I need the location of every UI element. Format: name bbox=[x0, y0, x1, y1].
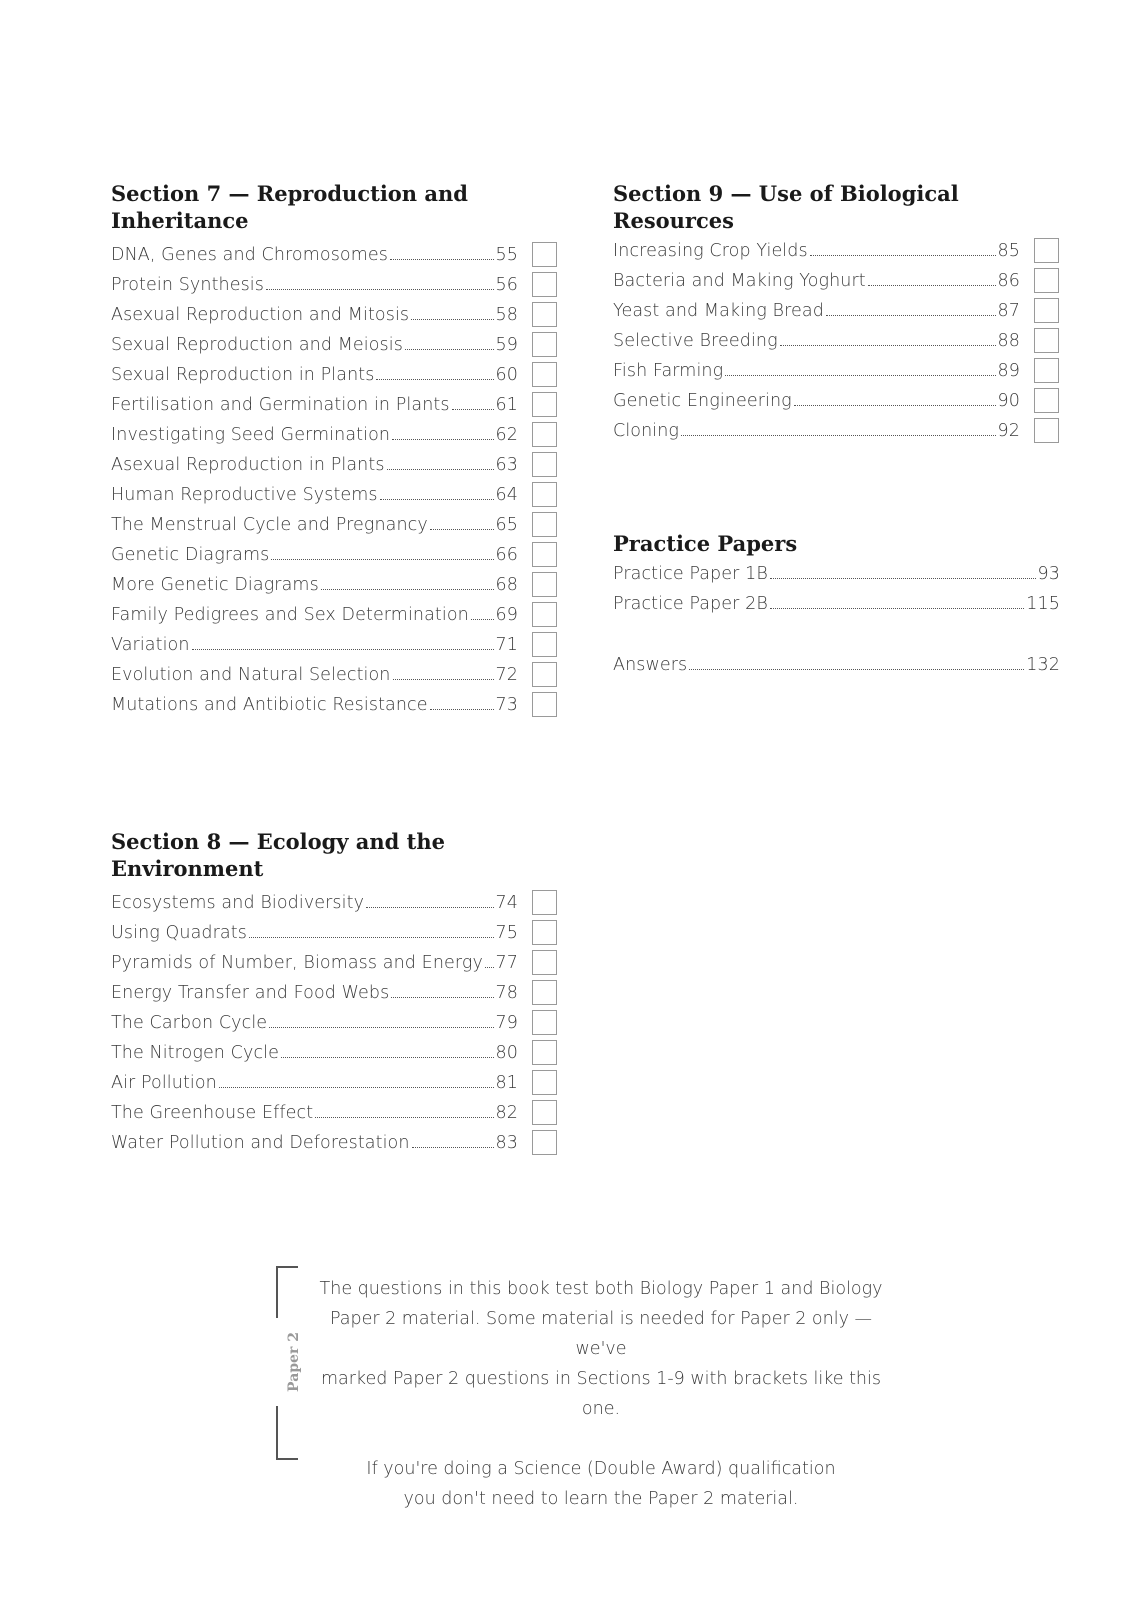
toc-page-number: 89 bbox=[997, 361, 1020, 381]
toc-line bbox=[613, 331, 1020, 351]
toc-line bbox=[111, 575, 518, 595]
dot-leader bbox=[321, 588, 494, 590]
completion-checkbox[interactable] bbox=[1034, 298, 1059, 323]
completion-checkbox[interactable] bbox=[532, 632, 557, 657]
toc-row bbox=[613, 589, 1063, 619]
toc-row bbox=[613, 386, 1073, 416]
dot-leader bbox=[430, 528, 494, 530]
toc-page-number: 77 bbox=[495, 953, 518, 973]
toc-title: Pyramids of Number, Biomass and Energy bbox=[111, 953, 483, 973]
dot-leader bbox=[405, 348, 494, 350]
toc-row bbox=[111, 1068, 561, 1098]
note-line-2: Paper 2 material. Some material is needed for Paper 2 only — we've bbox=[329, 1309, 873, 1359]
section-8-title-line2: Environment bbox=[111, 856, 264, 881]
toc-title: Evolution and Natural Selection bbox=[111, 665, 391, 685]
completion-checkbox[interactable] bbox=[1034, 358, 1059, 383]
toc-line bbox=[111, 365, 518, 385]
toc-page-number: 68 bbox=[495, 575, 518, 595]
dot-leader bbox=[770, 607, 1024, 609]
dot-leader bbox=[810, 254, 996, 256]
toc-title: The Carbon Cycle bbox=[111, 1013, 268, 1033]
toc-page-number: 59 bbox=[495, 335, 518, 355]
toc-page-number: 75 bbox=[495, 923, 518, 943]
completion-checkbox[interactable] bbox=[532, 422, 557, 447]
toc-row bbox=[613, 326, 1073, 356]
practice-papers bbox=[613, 530, 1063, 619]
toc-title: Mutations and Antibiotic Resistance bbox=[111, 695, 428, 715]
completion-checkbox[interactable] bbox=[532, 1100, 557, 1125]
toc-page-number: 65 bbox=[495, 515, 518, 535]
toc-page-number: 92 bbox=[997, 421, 1020, 441]
toc-line bbox=[111, 695, 518, 715]
toc-title: Variation bbox=[111, 635, 190, 655]
toc-title: Genetic Engineering bbox=[613, 391, 792, 411]
toc-row bbox=[111, 1038, 561, 1068]
toc-row bbox=[111, 330, 561, 360]
toc-page-number: 61 bbox=[495, 395, 518, 415]
toc-page-number: 56 bbox=[495, 275, 518, 295]
note-text bbox=[306, 1274, 896, 1514]
dot-leader bbox=[794, 404, 996, 406]
dot-leader bbox=[430, 708, 494, 710]
toc-title: Energy Transfer and Food Webs bbox=[111, 983, 390, 1003]
toc-page-number: 88 bbox=[997, 331, 1020, 351]
toc-row bbox=[613, 559, 1063, 589]
toc-row bbox=[111, 978, 561, 1008]
section-8-list bbox=[111, 888, 561, 1158]
toc-line bbox=[111, 545, 518, 565]
note-line-5: you don't need to learn the Paper 2 material. bbox=[403, 1489, 799, 1509]
completion-checkbox[interactable] bbox=[532, 362, 557, 387]
toc-line bbox=[111, 1133, 518, 1153]
toc-page-number: 55 bbox=[495, 245, 518, 265]
dot-leader bbox=[219, 1086, 494, 1088]
toc-line bbox=[111, 605, 518, 625]
toc-row bbox=[613, 266, 1073, 296]
toc-line bbox=[111, 455, 518, 475]
toc-line bbox=[613, 301, 1020, 321]
toc-page-number: 64 bbox=[495, 485, 518, 505]
toc-line bbox=[613, 564, 1060, 584]
section-8 bbox=[111, 828, 561, 1158]
toc-title: The Nitrogen Cycle bbox=[111, 1043, 279, 1063]
toc-row bbox=[111, 660, 561, 690]
toc-row bbox=[111, 690, 561, 720]
toc-row bbox=[613, 296, 1073, 326]
toc-title: DNA, Genes and Chromosomes bbox=[111, 245, 388, 265]
completion-checkbox[interactable] bbox=[532, 542, 557, 567]
completion-checkbox[interactable] bbox=[1034, 268, 1059, 293]
completion-checkbox[interactable] bbox=[532, 302, 557, 327]
toc-page-number: 60 bbox=[495, 365, 518, 385]
toc-line bbox=[111, 635, 518, 655]
toc-page-number: 82 bbox=[495, 1103, 518, 1123]
completion-checkbox[interactable] bbox=[532, 602, 557, 627]
toc-page-number: 73 bbox=[495, 695, 518, 715]
section-7-title-line1: Section 7 — Reproduction and bbox=[111, 181, 468, 206]
toc-title: Investigating Seed Germination bbox=[111, 425, 391, 445]
toc-page-number: 79 bbox=[495, 1013, 518, 1033]
toc-page-number: 69 bbox=[495, 605, 518, 625]
dot-leader bbox=[826, 314, 996, 316]
dot-leader bbox=[452, 408, 494, 410]
toc-row bbox=[111, 390, 561, 420]
toc-row bbox=[111, 480, 561, 510]
toc-line bbox=[613, 594, 1060, 614]
toc-line bbox=[111, 1073, 518, 1093]
dot-leader bbox=[271, 558, 493, 560]
toc-row bbox=[111, 630, 561, 660]
dot-leader bbox=[269, 1026, 493, 1028]
toc-title: Practice Paper 2B bbox=[613, 594, 768, 614]
toc-line bbox=[613, 391, 1020, 411]
toc-title: Genetic Diagrams bbox=[111, 545, 270, 565]
toc-line bbox=[111, 983, 518, 1003]
toc-page-number: 81 bbox=[495, 1073, 518, 1093]
completion-checkbox[interactable] bbox=[532, 482, 557, 507]
toc-page-number: 93 bbox=[1037, 564, 1060, 584]
toc-line bbox=[111, 275, 518, 295]
toc-line bbox=[111, 515, 518, 535]
dot-leader bbox=[391, 996, 493, 998]
dot-leader bbox=[770, 577, 1036, 579]
toc-page-number: 66 bbox=[495, 545, 518, 565]
toc-row bbox=[111, 540, 561, 570]
toc-title: The Greenhouse Effect bbox=[111, 1103, 314, 1123]
toc-title: Yeast and Making Bread bbox=[613, 301, 824, 321]
toc-row bbox=[111, 420, 561, 450]
toc-row bbox=[111, 240, 561, 270]
toc-line bbox=[111, 485, 518, 505]
toc-row bbox=[613, 416, 1073, 446]
toc-row bbox=[111, 300, 561, 330]
dot-leader bbox=[380, 498, 494, 500]
paper-2-side-label: Paper 2 bbox=[285, 1332, 302, 1392]
completion-checkbox[interactable] bbox=[532, 890, 557, 915]
toc-line bbox=[111, 425, 518, 445]
toc-page-number: 74 bbox=[495, 893, 518, 913]
dot-leader bbox=[780, 344, 996, 346]
dot-leader bbox=[411, 318, 493, 320]
toc-title: Family Pedigrees and Sex Determination bbox=[111, 605, 469, 625]
toc-page-number: 87 bbox=[997, 301, 1020, 321]
toc-line bbox=[613, 271, 1020, 291]
bracket-top bbox=[276, 1266, 298, 1318]
section-7-list bbox=[111, 240, 561, 720]
toc-title: Protein Synthesis bbox=[111, 275, 264, 295]
toc-page-number: 78 bbox=[495, 983, 518, 1003]
dot-leader bbox=[485, 966, 494, 968]
toc-title: Sexual Reproduction and Meiosis bbox=[111, 335, 403, 355]
dot-leader bbox=[689, 668, 1024, 670]
toc-line bbox=[111, 1013, 518, 1033]
answers-entry bbox=[613, 650, 1060, 680]
toc-line bbox=[613, 361, 1020, 381]
toc-line bbox=[111, 923, 518, 943]
toc-row bbox=[111, 888, 561, 918]
toc-row bbox=[111, 570, 561, 600]
toc-line bbox=[613, 241, 1020, 261]
dot-leader bbox=[471, 618, 494, 620]
note-line-4: If you're doing a Science (Double Award) qualification bbox=[366, 1459, 836, 1479]
toc-title: Bacteria and Making Yoghurt bbox=[613, 271, 866, 291]
dot-leader bbox=[725, 374, 995, 376]
toc-title: Practice Paper 1B bbox=[613, 564, 768, 584]
dot-leader bbox=[387, 468, 494, 470]
completion-checkbox[interactable] bbox=[532, 920, 557, 945]
toc-title: Human Reproductive Systems bbox=[111, 485, 378, 505]
section-9 bbox=[613, 180, 1073, 446]
completion-checkbox[interactable] bbox=[1034, 388, 1059, 413]
section-7-title bbox=[111, 180, 561, 234]
toc-line bbox=[111, 893, 518, 913]
toc-title: Ecosystems and Biodiversity bbox=[111, 893, 365, 913]
toc-title: Asexual Reproduction in Plants bbox=[111, 455, 385, 475]
completion-checkbox[interactable] bbox=[1034, 418, 1059, 443]
dot-leader bbox=[376, 378, 493, 380]
completion-checkbox[interactable] bbox=[532, 950, 557, 975]
toc-title: Sexual Reproduction in Plants bbox=[111, 365, 375, 385]
toc-title: Answers bbox=[613, 655, 688, 675]
toc-line bbox=[613, 421, 1020, 441]
completion-checkbox[interactable] bbox=[532, 332, 557, 357]
completion-checkbox[interactable] bbox=[532, 242, 557, 267]
toc-page-number: 115 bbox=[1026, 594, 1060, 614]
toc-row bbox=[613, 236, 1073, 266]
completion-checkbox[interactable] bbox=[532, 272, 557, 297]
toc-line bbox=[613, 655, 1060, 675]
bracket-bottom bbox=[276, 1406, 298, 1460]
toc-title: Selective Breeding bbox=[613, 331, 778, 351]
toc-page-number: 72 bbox=[495, 665, 518, 685]
toc-title: Air Pollution bbox=[111, 1073, 217, 1093]
toc-row bbox=[111, 948, 561, 978]
toc-row bbox=[111, 510, 561, 540]
toc-row bbox=[111, 1128, 561, 1158]
dot-leader bbox=[281, 1056, 494, 1058]
dot-leader bbox=[868, 284, 996, 286]
toc-page-number: 86 bbox=[997, 271, 1020, 291]
section-7-title-line2: Inheritance bbox=[111, 208, 249, 233]
dot-leader bbox=[392, 438, 493, 440]
toc-line bbox=[111, 1043, 518, 1063]
dot-leader bbox=[249, 936, 494, 938]
toc-row bbox=[111, 360, 561, 390]
toc-page-number: 90 bbox=[997, 391, 1020, 411]
completion-checkbox[interactable] bbox=[532, 1070, 557, 1095]
dot-leader bbox=[192, 648, 494, 650]
toc-page-number: 62 bbox=[495, 425, 518, 445]
toc-title: Increasing Crop Yields bbox=[613, 241, 808, 261]
toc-row bbox=[111, 450, 561, 480]
toc-line bbox=[111, 395, 518, 415]
toc-row bbox=[111, 1098, 561, 1128]
toc-page-number: 58 bbox=[495, 305, 518, 325]
toc-title: Cloning bbox=[613, 421, 680, 441]
toc-title: Fertilisation and Germination in Plants bbox=[111, 395, 450, 415]
toc-page-number: 80 bbox=[495, 1043, 518, 1063]
toc-line bbox=[111, 335, 518, 355]
completion-checkbox[interactable] bbox=[532, 692, 557, 717]
toc-page-number: 132 bbox=[1026, 655, 1060, 675]
dot-leader bbox=[366, 906, 493, 908]
toc-page-number: 85 bbox=[997, 241, 1020, 261]
dot-leader bbox=[412, 1146, 494, 1148]
toc-row bbox=[613, 356, 1073, 386]
toc-row bbox=[111, 600, 561, 630]
completion-checkbox[interactable] bbox=[532, 1040, 557, 1065]
toc-line bbox=[111, 953, 518, 973]
dot-leader bbox=[390, 258, 494, 260]
toc-page-number: 63 bbox=[495, 455, 518, 475]
note-line-1: The questions in this book test both Biology Paper 1 and Biology bbox=[319, 1279, 883, 1299]
completion-checkbox[interactable] bbox=[532, 572, 557, 597]
section-9-title: Section 9 — Use of Biological Resources bbox=[613, 181, 959, 233]
toc-title: More Genetic Diagrams bbox=[111, 575, 319, 595]
toc-line bbox=[111, 305, 518, 325]
dot-leader bbox=[315, 1116, 493, 1118]
completion-checkbox[interactable] bbox=[532, 452, 557, 477]
toc-line bbox=[111, 245, 518, 265]
practice-papers-list bbox=[613, 559, 1063, 619]
section-8-title-line1: Section 8 — Ecology and the bbox=[111, 829, 445, 854]
toc-row bbox=[111, 270, 561, 300]
dot-leader bbox=[681, 434, 995, 436]
completion-checkbox[interactable] bbox=[1034, 238, 1059, 263]
completion-checkbox[interactable] bbox=[532, 1010, 557, 1035]
completion-checkbox[interactable] bbox=[532, 1130, 557, 1155]
completion-checkbox[interactable] bbox=[532, 662, 557, 687]
completion-checkbox[interactable] bbox=[532, 980, 557, 1005]
section-9-list bbox=[613, 236, 1073, 446]
toc-row bbox=[111, 918, 561, 948]
toc-line bbox=[111, 665, 518, 685]
dot-leader bbox=[266, 288, 494, 290]
toc-title: Using Quadrats bbox=[111, 923, 247, 943]
toc-title: The Menstrual Cycle and Pregnancy bbox=[111, 515, 428, 535]
toc-title: Fish Farming bbox=[613, 361, 724, 381]
toc-line bbox=[111, 1103, 518, 1123]
toc-row bbox=[613, 650, 1060, 680]
toc-page-number: 83 bbox=[495, 1133, 518, 1153]
toc-page-number: 71 bbox=[495, 635, 518, 655]
paper-2-note bbox=[276, 1266, 896, 1509]
completion-checkbox[interactable] bbox=[1034, 328, 1059, 353]
toc-row bbox=[111, 1008, 561, 1038]
section-8-title bbox=[111, 828, 561, 882]
completion-checkbox[interactable] bbox=[532, 392, 557, 417]
completion-checkbox[interactable] bbox=[532, 512, 557, 537]
dot-leader bbox=[393, 678, 494, 680]
note-line-3: marked Paper 2 questions in Sections 1-9 with brackets like this one. bbox=[320, 1369, 882, 1419]
toc-title: Water Pollution and Deforestation bbox=[111, 1133, 410, 1153]
practice-papers-title: Practice Papers bbox=[613, 531, 798, 556]
toc-title: Asexual Reproduction and Mitosis bbox=[111, 305, 410, 325]
section-7 bbox=[111, 180, 561, 720]
